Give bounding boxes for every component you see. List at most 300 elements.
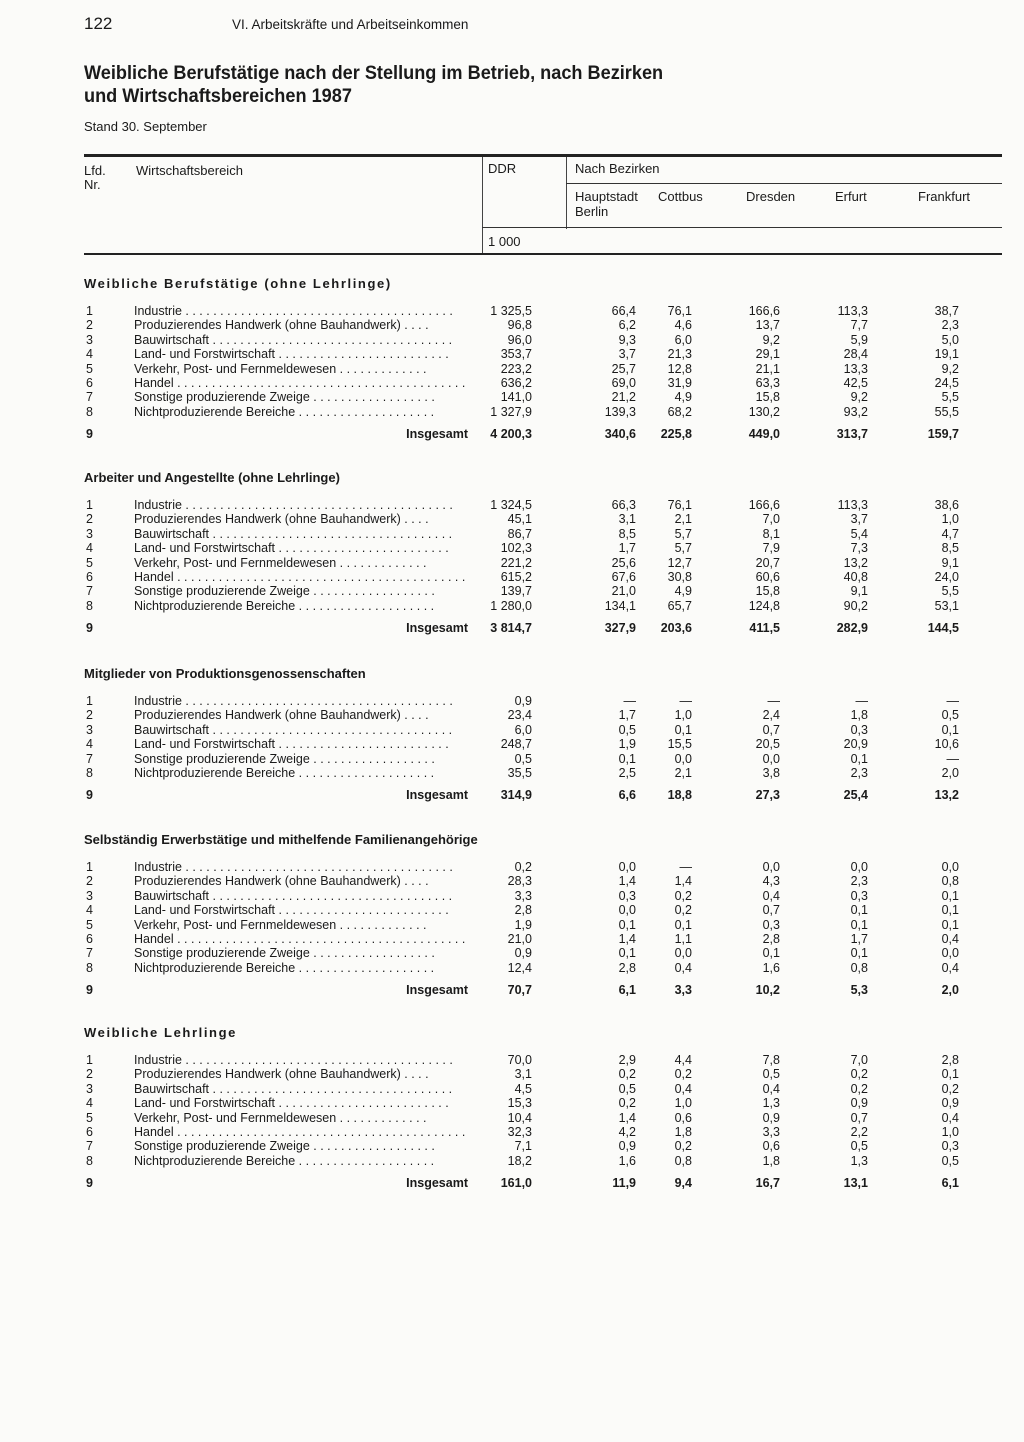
row-number: 8 bbox=[86, 960, 93, 975]
cell-dresden: 411,5 bbox=[749, 620, 780, 635]
cell-cottbus: 2,1 bbox=[674, 766, 692, 780]
cell-cottbus: 21,3 bbox=[667, 347, 692, 362]
cell-dresden: 130,2 bbox=[748, 404, 780, 419]
table-row bbox=[0, 946, 1024, 960]
cell-berlin: 21,2 bbox=[611, 390, 636, 405]
subtitle: Stand 30. September bbox=[84, 119, 207, 134]
cell-dresden: 0,4 bbox=[762, 888, 780, 903]
cell-berlin: 1,4 bbox=[618, 1110, 636, 1125]
cell-erfurt: 25,4 bbox=[843, 788, 868, 802]
cell-cottbus: 5,7 bbox=[674, 526, 692, 541]
table-row bbox=[0, 752, 1024, 766]
cell-erfurt: 5,4 bbox=[850, 526, 868, 541]
cell-cottbus: 0,2 bbox=[674, 903, 692, 918]
cell-frankfurt: 24,0 bbox=[934, 570, 959, 584]
table-row bbox=[0, 498, 1024, 512]
cell-cottbus: 0,2 bbox=[674, 1067, 692, 1082]
cell-frankfurt: 1,0 bbox=[941, 1125, 959, 1139]
cell-erfurt: 13,3 bbox=[843, 361, 868, 376]
header-bottom-rule bbox=[84, 253, 1002, 255]
cell-erfurt: 2,3 bbox=[850, 766, 868, 780]
row-number: 6 bbox=[86, 376, 93, 390]
cell-dresden: 60,6 bbox=[755, 570, 780, 584]
row-label: Bauwirtschaft . . . . . . . . . . . . . . . . . . . . . . . . . . . . . . . . . . . bbox=[134, 888, 453, 903]
row-label: Handel . . . . . . . . . . . . . . . . . . . . . . . . . . . . . . . . . . . . . . . . . . bbox=[134, 570, 466, 584]
cell-cottbus: 0,0 bbox=[674, 946, 692, 961]
cell-cottbus: 4,4 bbox=[674, 1053, 692, 1067]
row-number: 5 bbox=[86, 917, 93, 932]
row-number: 1 bbox=[86, 304, 93, 318]
row-number: 2 bbox=[86, 708, 93, 723]
cell-cottbus: 0,4 bbox=[674, 960, 692, 975]
cell-cottbus: 0,1 bbox=[674, 722, 692, 737]
cell-erfurt: 0,0 bbox=[850, 860, 868, 874]
cell-erfurt: 282,9 bbox=[836, 620, 868, 635]
total-label: Insgesamt bbox=[406, 982, 468, 997]
cell-cottbus: 6,0 bbox=[674, 332, 692, 347]
row-label: Verkehr, Post- und Fernmeldewesen . . . . . . . . . . . . . bbox=[134, 555, 427, 570]
cell-cottbus: 5,7 bbox=[674, 541, 692, 556]
cell-frankfurt: 0,1 bbox=[941, 722, 959, 737]
cell-ddr: 23,4 bbox=[507, 708, 532, 723]
row-label: Land- und Forstwirtschaft . . . . . . . . . . . . . . . . . . . . . . . . . bbox=[134, 347, 449, 362]
total-row bbox=[0, 788, 1024, 802]
cell-dresden: 166,6 bbox=[748, 304, 780, 318]
cell-frankfurt: 0,4 bbox=[941, 932, 959, 946]
row-number: 7 bbox=[86, 584, 93, 599]
cell-dresden: 15,8 bbox=[755, 584, 780, 599]
cell-ddr: 28,3 bbox=[507, 874, 532, 889]
cell-cottbus: 0,1 bbox=[674, 917, 692, 932]
cell-cottbus: 4,9 bbox=[674, 390, 692, 405]
cell-erfurt: 9,2 bbox=[850, 390, 868, 405]
cell-cottbus: 0,8 bbox=[674, 1153, 692, 1168]
row-label: Handel . . . . . . . . . . . . . . . . . . . . . . . . . . . . . . . . . . . . . . . . . . bbox=[134, 376, 466, 390]
cell-erfurt: 0,8 bbox=[850, 960, 868, 975]
row-number: 3 bbox=[86, 888, 93, 903]
row-number: 6 bbox=[86, 1125, 93, 1139]
cell-ddr: 1 325,5 bbox=[490, 304, 532, 318]
cell-cottbus: 2,1 bbox=[674, 512, 692, 527]
table-row bbox=[0, 570, 1024, 584]
cell-berlin: 69,0 bbox=[611, 376, 636, 390]
cell-frankfurt: 159,7 bbox=[927, 426, 959, 441]
cell-berlin: 0,3 bbox=[618, 888, 636, 903]
cell-frankfurt: 0,1 bbox=[941, 917, 959, 932]
total-label: Insgesamt bbox=[406, 426, 468, 441]
cell-berlin: 3,7 bbox=[618, 347, 636, 362]
cell-berlin: 1,6 bbox=[618, 1153, 636, 1168]
cell-dresden: 13,7 bbox=[755, 318, 780, 333]
cell-ddr: 32,3 bbox=[507, 1125, 532, 1139]
cell-berlin: 327,9 bbox=[604, 620, 636, 635]
cell-ddr: 3 814,7 bbox=[490, 620, 532, 635]
header-dresden: Dresden bbox=[746, 189, 796, 204]
cell-erfurt: 0,9 bbox=[850, 1096, 868, 1111]
table-row bbox=[0, 556, 1024, 570]
cell-frankfurt: 2,0 bbox=[941, 982, 959, 997]
cell-dresden: 21,1 bbox=[755, 361, 780, 376]
row-number: 7 bbox=[86, 751, 93, 766]
cell-frankfurt: 10,6 bbox=[934, 737, 959, 752]
cell-dresden: 63,3 bbox=[755, 376, 780, 390]
cell-dresden: 1,6 bbox=[762, 960, 780, 975]
header-divider bbox=[482, 157, 483, 254]
cell-dresden: 2,4 bbox=[762, 708, 780, 723]
cell-ddr: 161,0 bbox=[500, 1175, 532, 1190]
section-title: Weibliche Berufstätige (ohne Lehrlinge) bbox=[84, 276, 392, 291]
cell-cottbus: 1,4 bbox=[674, 874, 692, 889]
cell-erfurt: 42,5 bbox=[843, 376, 868, 390]
row-label: Sonstige produzierende Zweige . . . . . . . . . . . . . . . . . . bbox=[134, 946, 435, 961]
cell-cottbus: — bbox=[679, 860, 692, 874]
header-unit: 1 000 bbox=[488, 234, 521, 249]
table-row bbox=[0, 304, 1024, 318]
cell-erfurt: 2,2 bbox=[850, 1125, 868, 1139]
row-label: Produzierendes Handwerk (ohne Bauhandwerk) . . . . bbox=[134, 874, 429, 889]
section-title: Arbeiter und Angestellte (ohne Lehrlinge) bbox=[84, 470, 340, 485]
table-row bbox=[0, 903, 1024, 917]
cell-cottbus: 0,6 bbox=[674, 1110, 692, 1125]
row-label: Industrie . . . . . . . . . . . . . . . . . . . . . . . . . . . . . . . . . . . . . . . bbox=[134, 860, 453, 874]
cell-dresden: 0,0 bbox=[762, 860, 780, 874]
cell-berlin: 6,1 bbox=[618, 982, 636, 997]
cell-cottbus: 76,1 bbox=[667, 304, 692, 318]
cell-dresden: 10,2 bbox=[755, 982, 780, 997]
table-row bbox=[0, 1111, 1024, 1125]
cell-ddr: 4,5 bbox=[514, 1081, 532, 1096]
title-line-1: Weibliche Berufstätige nach der Stellung im Betrieb, nach Bezirken bbox=[84, 62, 664, 84]
cell-erfurt: 0,7 bbox=[850, 1110, 868, 1125]
row-label: Produzierendes Handwerk (ohne Bauhandwerk) . . . . bbox=[134, 1067, 429, 1082]
cell-frankfurt: 38,7 bbox=[934, 304, 959, 318]
row-label: Industrie . . . . . . . . . . . . . . . . . . . . . . . . . . . . . . . . . . . . . . . bbox=[134, 304, 453, 318]
cell-ddr: 3,3 bbox=[514, 888, 532, 903]
row-number: 4 bbox=[86, 1096, 93, 1111]
total-label: Insgesamt bbox=[406, 1175, 468, 1190]
cell-ddr: 314,9 bbox=[500, 788, 532, 802]
cell-ddr: 102,3 bbox=[500, 541, 532, 556]
cell-ddr: 12,4 bbox=[507, 960, 532, 975]
running-head: VI. Arbeitskräfte und Arbeitseinkommen bbox=[232, 17, 469, 32]
cell-dresden: 0,7 bbox=[762, 903, 780, 918]
cell-frankfurt: 0,1 bbox=[941, 903, 959, 918]
cell-erfurt: 1,7 bbox=[850, 932, 868, 946]
cell-cottbus: 76,1 bbox=[667, 498, 692, 512]
cell-erfurt: 313,7 bbox=[836, 426, 868, 441]
cell-frankfurt: 9,2 bbox=[941, 361, 959, 376]
cell-erfurt: 9,1 bbox=[850, 584, 868, 599]
cell-erfurt: 0,1 bbox=[850, 946, 868, 961]
cell-erfurt: 113,3 bbox=[837, 498, 868, 512]
cell-erfurt: 0,5 bbox=[850, 1139, 868, 1154]
cell-cottbus: 68,2 bbox=[667, 404, 692, 419]
cell-berlin: 11,9 bbox=[612, 1175, 636, 1190]
total-row bbox=[0, 621, 1024, 635]
cell-berlin: 1,7 bbox=[618, 541, 636, 556]
cell-erfurt: 93,2 bbox=[843, 404, 868, 419]
cell-erfurt: 0,2 bbox=[850, 1081, 868, 1096]
row-label: Nichtproduzierende Bereiche . . . . . . . . . . . . . . . . . . . . bbox=[134, 1153, 435, 1168]
cell-berlin: 0,1 bbox=[618, 751, 636, 766]
cell-frankfurt: 0,0 bbox=[941, 946, 959, 961]
section-title: Mitglieder von Produktionsgenossenschaften bbox=[84, 666, 366, 681]
cell-berlin: 66,4 bbox=[611, 304, 636, 318]
cell-berlin: 6,2 bbox=[618, 318, 636, 333]
cell-cottbus: 12,8 bbox=[667, 361, 692, 376]
table-row bbox=[0, 362, 1024, 376]
total-label: Insgesamt bbox=[406, 620, 468, 635]
row-label: Handel . . . . . . . . . . . . . . . . . . . . . . . . . . . . . . . . . . . . . . . . . . bbox=[134, 932, 466, 946]
cell-dresden: 16,7 bbox=[755, 1175, 780, 1190]
row-number: 2 bbox=[86, 512, 93, 527]
cell-cottbus: 1,8 bbox=[674, 1125, 692, 1139]
cell-berlin: 6,6 bbox=[618, 788, 636, 802]
cell-berlin: 1,9 bbox=[618, 737, 636, 752]
row-number: 8 bbox=[86, 404, 93, 419]
cell-dresden: 8,1 bbox=[762, 526, 780, 541]
cell-berlin: 9,3 bbox=[618, 332, 636, 347]
row-label: Sonstige produzierende Zweige . . . . . . . . . . . . . . . . . . bbox=[134, 390, 435, 405]
cell-frankfurt: 9,1 bbox=[941, 555, 959, 570]
cell-cottbus: 9,4 bbox=[674, 1175, 692, 1190]
cell-frankfurt: 5,5 bbox=[941, 390, 959, 405]
cell-berlin: 67,6 bbox=[611, 570, 636, 584]
cell-erfurt: 90,2 bbox=[843, 598, 868, 613]
cell-dresden: 29,1 bbox=[755, 347, 780, 362]
cell-ddr: 4 200,3 bbox=[490, 426, 532, 441]
cell-ddr: 1,9 bbox=[514, 917, 532, 932]
row-number: 6 bbox=[86, 570, 93, 584]
table-row bbox=[0, 708, 1024, 722]
cell-berlin: 0,5 bbox=[618, 722, 636, 737]
table-row bbox=[0, 874, 1024, 888]
cell-dresden: — bbox=[767, 694, 780, 708]
cell-frankfurt: 2,8 bbox=[941, 1053, 959, 1067]
row-label: Bauwirtschaft . . . . . . . . . . . . . . . . . . . . . . . . . . . . . . . . . . . bbox=[134, 722, 453, 737]
row-number: 3 bbox=[86, 722, 93, 737]
cell-erfurt: 0,1 bbox=[850, 751, 868, 766]
table-row bbox=[0, 333, 1024, 347]
cell-frankfurt: 6,1 bbox=[941, 1175, 959, 1190]
row-number: 2 bbox=[86, 874, 93, 889]
header-unit-rule bbox=[482, 227, 1002, 228]
cell-frankfurt: 2,0 bbox=[941, 766, 959, 780]
cell-frankfurt: 8,5 bbox=[941, 541, 959, 556]
row-number: 1 bbox=[86, 1053, 93, 1067]
cell-cottbus: 18,8 bbox=[667, 788, 692, 802]
cell-dresden: 1,8 bbox=[762, 1153, 780, 1168]
row-number: 4 bbox=[86, 541, 93, 556]
table-row bbox=[0, 1082, 1024, 1096]
header-berlin-1: Hauptstadt bbox=[575, 189, 638, 204]
cell-frankfurt: 0,1 bbox=[941, 888, 959, 903]
cell-cottbus: 4,9 bbox=[674, 584, 692, 599]
cell-dresden: 4,3 bbox=[762, 874, 780, 889]
cell-berlin: 2,8 bbox=[618, 960, 636, 975]
cell-erfurt: 0,3 bbox=[850, 888, 868, 903]
cell-frankfurt: 0,5 bbox=[941, 1153, 959, 1168]
cell-frankfurt: 13,2 bbox=[934, 788, 959, 802]
cell-frankfurt: 19,1 bbox=[934, 347, 959, 362]
row-label: Industrie . . . . . . . . . . . . . . . . . . . . . . . . . . . . . . . . . . . . . . . bbox=[134, 694, 453, 708]
cell-dresden: 3,3 bbox=[762, 1125, 780, 1139]
cell-frankfurt: 0,9 bbox=[941, 1096, 959, 1111]
cell-dresden: 0,6 bbox=[762, 1139, 780, 1154]
cell-ddr: 10,4 bbox=[507, 1110, 532, 1125]
cell-ddr: 248,7 bbox=[500, 737, 532, 752]
cell-ddr: 15,3 bbox=[507, 1096, 532, 1111]
row-label: Verkehr, Post- und Fernmeldewesen . . . . . . . . . . . . . bbox=[134, 1110, 427, 1125]
table-row bbox=[0, 584, 1024, 598]
cell-ddr: 353,7 bbox=[500, 347, 532, 362]
row-number: 3 bbox=[86, 526, 93, 541]
cell-dresden: 7,8 bbox=[762, 1053, 780, 1067]
cell-dresden: 20,5 bbox=[755, 737, 780, 752]
cell-erfurt: 0,1 bbox=[850, 917, 868, 932]
header-berlin-2: Berlin bbox=[575, 204, 609, 219]
cell-berlin: 0,1 bbox=[618, 917, 636, 932]
header-nr: Nr. bbox=[84, 177, 101, 192]
page-title bbox=[84, 62, 735, 108]
page-number: 122 bbox=[84, 14, 113, 33]
cell-dresden: 7,9 bbox=[762, 541, 780, 556]
cell-berlin: 8,5 bbox=[618, 526, 636, 541]
header-lfd: Lfd. bbox=[84, 163, 106, 178]
row-label: Handel . . . . . . . . . . . . . . . . . . . . . . . . . . . . . . . . . . . . . . . . . . bbox=[134, 1125, 466, 1139]
table-row bbox=[0, 376, 1024, 390]
cell-cottbus: 65,7 bbox=[667, 598, 692, 613]
cell-frankfurt: 0,8 bbox=[941, 874, 959, 889]
cell-berlin: 2,5 bbox=[618, 766, 636, 780]
table-row bbox=[0, 766, 1024, 780]
row-label: Verkehr, Post- und Fernmeldewesen . . . . . . . . . . . . . bbox=[134, 361, 427, 376]
table-row bbox=[0, 723, 1024, 737]
table-row bbox=[0, 1125, 1024, 1139]
row-label: Nichtproduzierende Bereiche . . . . . . . . . . . . . . . . . . . . bbox=[134, 960, 435, 975]
row-label: Nichtproduzierende Bereiche . . . . . . . . . . . . . . . . . . . . bbox=[134, 404, 435, 419]
row-label: Verkehr, Post- und Fernmeldewesen . . . . . . . . . . . . . bbox=[134, 917, 427, 932]
cell-ddr: 139,7 bbox=[500, 584, 532, 599]
row-label: Produzierendes Handwerk (ohne Bauhandwerk) . . . . bbox=[134, 318, 429, 333]
row-number: 4 bbox=[86, 737, 93, 752]
cell-frankfurt: 0,4 bbox=[941, 960, 959, 975]
row-number: 9 bbox=[86, 620, 93, 635]
cell-berlin: 1,4 bbox=[618, 874, 636, 889]
row-label: Bauwirtschaft . . . . . . . . . . . . . . . . . . . . . . . . . . . . . . . . . . . bbox=[134, 1081, 453, 1096]
cell-cottbus: 203,6 bbox=[660, 620, 692, 635]
cell-ddr: 7,1 bbox=[514, 1139, 532, 1154]
section-title: Selbständig Erwerbstätige und mithelfende Familienangehörige bbox=[84, 832, 478, 847]
cell-berlin: 21,0 bbox=[611, 584, 636, 599]
cell-erfurt: 13,2 bbox=[843, 555, 868, 570]
cell-ddr: 221,2 bbox=[500, 555, 532, 570]
table-row bbox=[0, 737, 1024, 751]
header-subrule bbox=[566, 183, 1002, 184]
table-row bbox=[0, 599, 1024, 613]
cell-ddr: 141,0 bbox=[500, 390, 532, 405]
cell-frankfurt: 144,5 bbox=[927, 620, 959, 635]
table-row bbox=[0, 390, 1024, 404]
cell-berlin: — bbox=[623, 694, 636, 708]
cell-cottbus: 4,6 bbox=[674, 318, 692, 333]
table-top-rule bbox=[84, 154, 1002, 157]
cell-ddr: 615,2 bbox=[500, 570, 532, 584]
table-row bbox=[0, 918, 1024, 932]
row-label: Nichtproduzierende Bereiche . . . . . . . . . . . . . . . . . . . . bbox=[134, 598, 435, 613]
table-row bbox=[0, 405, 1024, 419]
cell-dresden: 0,3 bbox=[762, 917, 780, 932]
cell-cottbus: 1,1 bbox=[674, 932, 692, 946]
cell-ddr: 2,8 bbox=[514, 903, 532, 918]
row-number: 9 bbox=[86, 1175, 93, 1190]
cell-erfurt: 13,1 bbox=[843, 1175, 868, 1190]
cell-cottbus: 0,2 bbox=[674, 1139, 692, 1154]
cell-ddr: 3,1 bbox=[514, 1067, 532, 1082]
header-cottbus: Cottbus bbox=[658, 189, 703, 204]
cell-frankfurt: 0,4 bbox=[941, 1110, 959, 1125]
cell-ddr: 0,9 bbox=[514, 946, 532, 961]
cell-ddr: 70,0 bbox=[507, 1053, 532, 1067]
cell-dresden: 449,0 bbox=[748, 426, 780, 441]
cell-ddr: 18,2 bbox=[507, 1153, 532, 1168]
cell-erfurt: 28,4 bbox=[843, 347, 868, 362]
cell-ddr: 45,1 bbox=[507, 512, 532, 527]
cell-ddr: 6,0 bbox=[514, 722, 532, 737]
cell-cottbus: 12,7 bbox=[667, 555, 692, 570]
cell-berlin: 0,0 bbox=[618, 903, 636, 918]
cell-cottbus: 1,0 bbox=[674, 708, 692, 723]
cell-erfurt: 1,8 bbox=[850, 708, 868, 723]
table-row bbox=[0, 860, 1024, 874]
cell-erfurt: 0,2 bbox=[850, 1067, 868, 1082]
row-number: 9 bbox=[86, 788, 93, 802]
row-label: Produzierendes Handwerk (ohne Bauhandwerk) . . . . bbox=[134, 708, 429, 723]
table-row bbox=[0, 347, 1024, 361]
table-row bbox=[0, 1139, 1024, 1153]
cell-berlin: 0,9 bbox=[618, 1139, 636, 1154]
row-label: Sonstige produzierende Zweige . . . . . . . . . . . . . . . . . . bbox=[134, 584, 435, 599]
cell-frankfurt: 0,3 bbox=[941, 1139, 959, 1154]
cell-dresden: 7,0 bbox=[762, 512, 780, 527]
section-title: Weibliche Lehrlinge bbox=[84, 1025, 237, 1040]
row-number: 3 bbox=[86, 332, 93, 347]
cell-dresden: 15,8 bbox=[755, 390, 780, 405]
cell-erfurt: 5,9 bbox=[850, 332, 868, 347]
cell-frankfurt: 0,0 bbox=[941, 860, 959, 874]
table-row bbox=[0, 694, 1024, 708]
cell-berlin: 66,3 bbox=[611, 498, 636, 512]
cell-cottbus: 1,0 bbox=[674, 1096, 692, 1111]
header-nach-bezirken: Nach Bezirken bbox=[575, 161, 660, 176]
row-number: 9 bbox=[86, 982, 93, 997]
row-number: 7 bbox=[86, 946, 93, 961]
cell-ddr: 1 324,5 bbox=[490, 498, 532, 512]
table-row bbox=[0, 512, 1024, 526]
row-number: 2 bbox=[86, 1067, 93, 1082]
header-erfurt: Erfurt bbox=[835, 189, 867, 204]
row-number: 2 bbox=[86, 318, 93, 333]
row-label: Land- und Forstwirtschaft . . . . . . . . . . . . . . . . . . . . . . . . . bbox=[134, 737, 449, 752]
row-number: 1 bbox=[86, 860, 93, 874]
cell-berlin: 25,7 bbox=[611, 361, 636, 376]
cell-cottbus: 0,0 bbox=[674, 751, 692, 766]
row-number: 7 bbox=[86, 390, 93, 405]
cell-berlin: 0,2 bbox=[618, 1067, 636, 1082]
cell-dresden: 0,5 bbox=[762, 1067, 780, 1082]
row-number: 7 bbox=[86, 1139, 93, 1154]
cell-erfurt: 7,7 bbox=[850, 318, 868, 333]
